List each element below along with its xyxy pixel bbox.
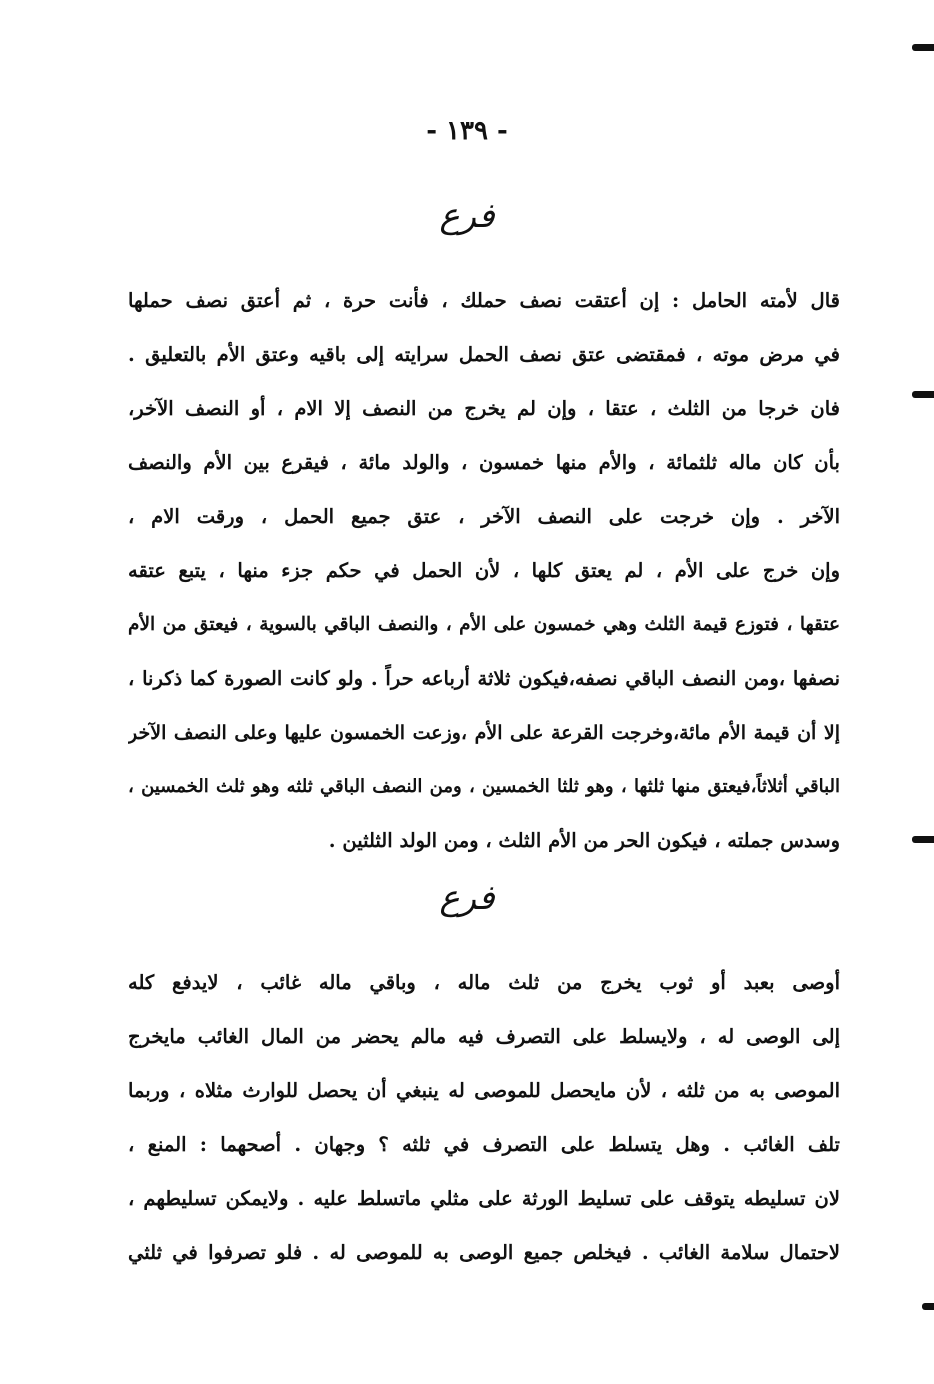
- text-line: وسدس جملته ، فيكون الحر من الأم الثلث ، ومن الولد الثلثين .: [328, 829, 840, 852]
- text-line: في مرض موته ، فمقتضى عتق نصف الحمل سرايته إلى باقيه وعتق الأم بالتعليق .: [128, 343, 840, 366]
- text-line: فان خرجا من الثلث ، عتقا ، وإن لم يخرج من النصف إلا الام ، أو النصف الآخر،: [128, 397, 840, 420]
- edge-mark: [912, 391, 934, 398]
- text-line: الموصى به من ثلثه ، لأن مايحصل للموصى له ينبغي أن يحصل للوارث مثلاه ، وربما: [128, 1079, 840, 1102]
- text-line: إلى الوصى له ، ولايسلط على التصرف فيه مالم يحضر من المال الغائب مايخرج: [128, 1025, 840, 1048]
- section-title-second: فرع: [439, 878, 495, 918]
- text-line: لان تسليطه يتوقف على تسليط الورثة على مثلي ماتسلط عليه . ولايمكن تسليطهم ،: [128, 1187, 840, 1210]
- text-line: قال لأمته الحامل : إن أعتقت نصف حملك ، فأنت حرة ، ثم أعتق نصف حملها: [128, 289, 840, 312]
- edge-mark: [912, 44, 934, 51]
- page-number: - ١٣٩ -: [426, 116, 508, 146]
- text-line: لاحتمال سلامة الغائب . فيخلص جميع الوصى به للموصى له . فلو تصرفوا في ثلثي: [128, 1241, 840, 1264]
- edge-mark: [912, 836, 934, 843]
- text-line: تلف الغائب . وهل يتسلط على التصرف في ثلثه ؟ وجهان . أصحهما : المنع ،: [128, 1133, 840, 1156]
- text-line: بأن كان ماله ثلثمائة ، والأم منها خمسون ، والولد مائة ، فيقرع بين الأم والنصف: [128, 451, 840, 474]
- text-line: الآخر . وإن خرجت على النصف الآخر ، عتق جميع الحمل ، ورقت الام ،: [128, 505, 840, 528]
- text-line: عتقها ، فتوزع قيمة الثلث وهي خمسون على الأم ، والنصف الباقي بالسوية ، فيعتق من الأم: [128, 614, 840, 635]
- text-line: إلا أن قيمة الأم مائة،وخرجت القرعة على الأم ،وزعت الخمسون عليها وعلى النصف الآخر: [128, 722, 840, 744]
- paragraph-second: [128, 966, 840, 1290]
- edge-mark: [922, 1303, 934, 1310]
- text-line: وإن خرج على الأم ، لم يعتق كلها ، لأن الحمل في حكم جزء منها ، يتبع عتقه: [128, 559, 840, 582]
- text-line: نصفها ،ومن النصف الباقي نصفه،فيكون ثلاثة أرباعه حراً . ولو كانت الصورة كما ذكرنا ،: [128, 667, 840, 690]
- text-line: الباقي أثلاثاً،فيعتق منها ثلثها ، وهو ثلثا الخمسين ، ومن النصف الباقي ثلثه وهو ثلث الخمسين ،: [128, 776, 840, 797]
- text-line: أوصى بعبد أو ثوب يخرج من ثلث ماله ، وباقي ماله غائب ، لايدفع كله: [128, 971, 840, 994]
- section-title-first: فرع: [439, 196, 495, 236]
- paragraph-first: [128, 284, 840, 878]
